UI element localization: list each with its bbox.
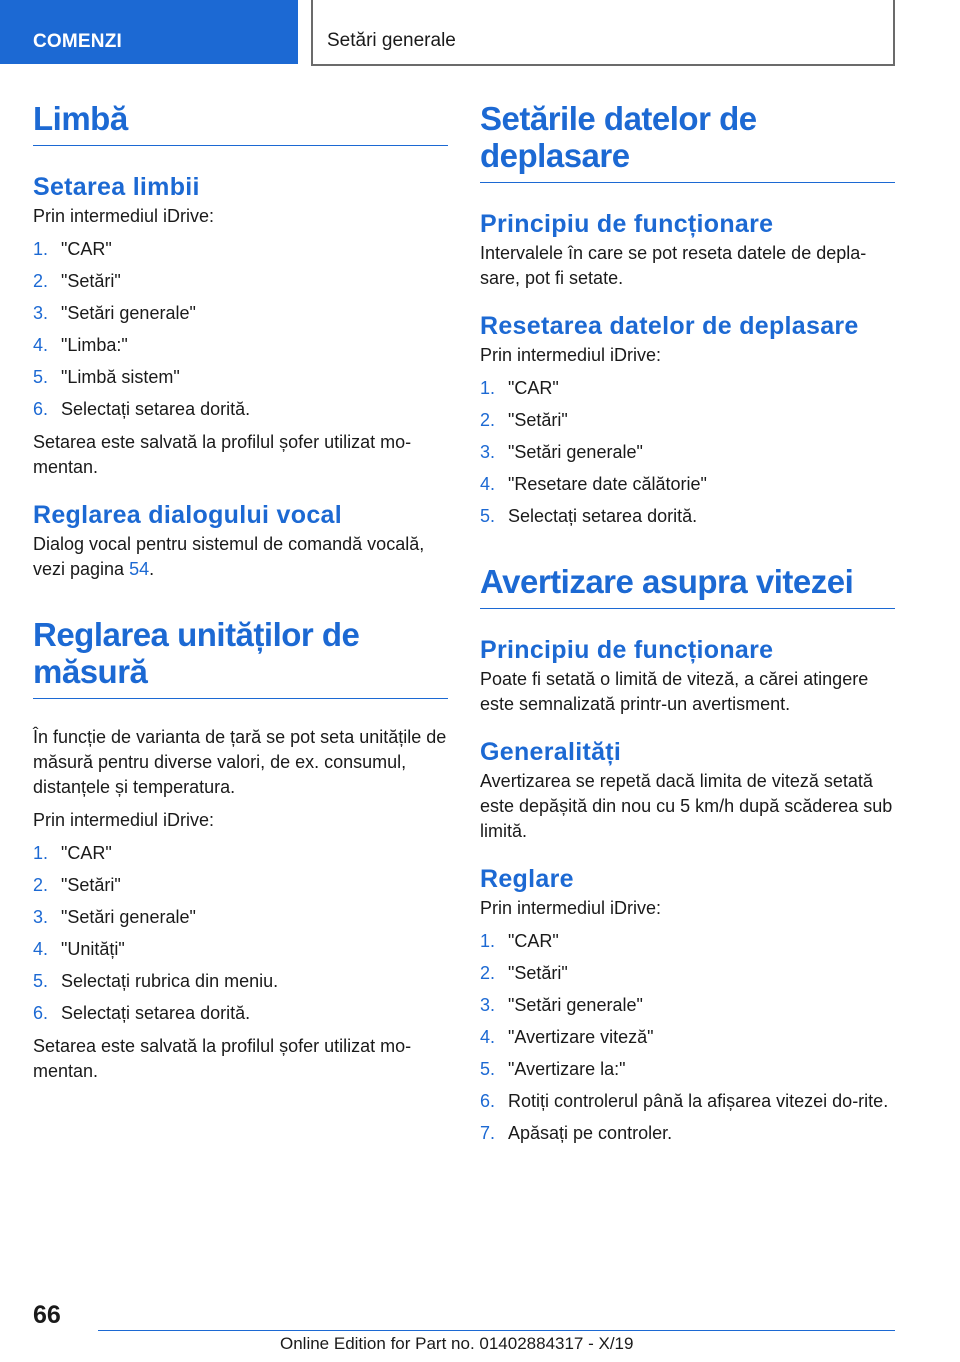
heading-speed-warning: Avertizare asupra vitezei bbox=[480, 563, 895, 609]
heading-set-language: Setarea limbii bbox=[33, 173, 200, 201]
heading-units: Reglarea unităților de măsură bbox=[33, 616, 448, 699]
list-item: 7. Apăsați pe controler. bbox=[480, 1123, 673, 1143]
list-item: 5. "Limbă sistem" bbox=[33, 367, 180, 387]
note-text: Setarea este salvată la profilul șofer utilizat mo-mentan. bbox=[33, 432, 412, 477]
intro-text: Prin intermediul iDrive: bbox=[480, 345, 662, 365]
steps-list bbox=[33, 237, 448, 422]
heading-general: Generalități bbox=[480, 738, 622, 766]
page-number: 66 bbox=[33, 1301, 61, 1329]
intro-text: Prin intermediul iDrive: bbox=[480, 898, 662, 918]
chapter-tab[interactable] bbox=[311, 0, 895, 66]
heading-adjust: Reglare bbox=[480, 865, 574, 893]
steps-list bbox=[33, 841, 448, 1026]
heading-voice-dialog: Reglarea dialogului vocal bbox=[33, 501, 342, 529]
list-item: 1. "CAR" bbox=[33, 843, 112, 863]
list-item: 6. Selectați setarea dorită. bbox=[33, 399, 251, 419]
list-item: 5. Selectați setarea dorită. bbox=[480, 506, 698, 526]
footer-divider bbox=[98, 1330, 895, 1331]
list-item: 5. Selectați rubrica din meniu. bbox=[33, 971, 279, 991]
list-item: 3. "Setări generale" bbox=[33, 907, 196, 927]
voice-dialog-text: Dialog vocal pentru sistemul de comandă vocală, vezi pagina 54. bbox=[33, 534, 425, 579]
heading-operating-principle: Principiu de funcționare bbox=[480, 636, 774, 664]
principle-text: Intervalele în care se pot reseta datele de depla-sare, pot fi setate. bbox=[480, 243, 867, 288]
list-item: 6. Rotiți controlerul până la afișarea vitezei do-rite. bbox=[480, 1091, 889, 1111]
list-item: 6. Selectați setarea dorită. bbox=[33, 1003, 251, 1023]
list-item: 2. "Setări" bbox=[33, 875, 121, 895]
units-intro2-text: Prin intermediul iDrive: bbox=[33, 810, 215, 830]
list-item: 2. "Setări" bbox=[480, 963, 568, 983]
principle-text: Poate fi setată o limită de viteză, a cărei atingere este semnalizată printr-un avertisment. bbox=[480, 669, 869, 714]
intro-text: Prin intermediul iDrive: bbox=[33, 206, 215, 226]
list-item: 5. "Avertizare la:" bbox=[480, 1059, 626, 1079]
page-link[interactable]: 54 bbox=[129, 559, 150, 579]
list-item: 3. "Setări generale" bbox=[33, 303, 196, 323]
list-item: 3. "Setări generale" bbox=[480, 442, 643, 462]
list-item: 4. "Avertizare viteză" bbox=[480, 1027, 654, 1047]
list-item: 4. "Limba:" bbox=[33, 335, 128, 355]
section-tab[interactable] bbox=[0, 0, 298, 64]
steps-list bbox=[480, 929, 895, 1146]
right-column bbox=[480, 100, 895, 1154]
note-text: Setarea este salvată la profilul șofer utilizat mo-mentan. bbox=[33, 1036, 412, 1081]
list-item: 1. "CAR" bbox=[480, 931, 559, 951]
steps-list bbox=[480, 376, 895, 529]
units-intro-text: În funcție de varianta de țară se pot seta unitățile de măsură pentru diverse valori, de ex. consumul, distanțele și temperatura. bbox=[33, 727, 447, 797]
list-item: 4. "Unități" bbox=[33, 939, 125, 959]
heading-trip-data: Setările datelor de deplasare bbox=[480, 100, 895, 183]
list-item: 1. "CAR" bbox=[33, 239, 112, 259]
general-text: Avertizarea se repetă dacă limita de viteză setată este depășită din nou cu 5 km/h după scăderea sub limită. bbox=[480, 771, 893, 841]
section-tab-label: COMENZI bbox=[33, 31, 123, 52]
chapter-tab-label: Setări generale bbox=[327, 30, 456, 51]
list-item: 3. "Setări generale" bbox=[480, 995, 643, 1015]
heading-language: Limbă bbox=[33, 100, 448, 146]
heading-reset-trip-data: Resetarea datelor de deplasare bbox=[480, 312, 859, 340]
left-column bbox=[33, 100, 448, 1092]
list-item: 1. "CAR" bbox=[480, 378, 559, 398]
list-item: 2. "Setări" bbox=[480, 410, 568, 430]
list-item: 4. "Resetare date călătorie" bbox=[480, 474, 707, 494]
footer-edition: Online Edition for Part no. 01402884317 - X/19 bbox=[280, 1334, 634, 1353]
list-item: 2. "Setări" bbox=[33, 271, 121, 291]
heading-operating-principle: Principiu de funcționare bbox=[480, 210, 774, 238]
